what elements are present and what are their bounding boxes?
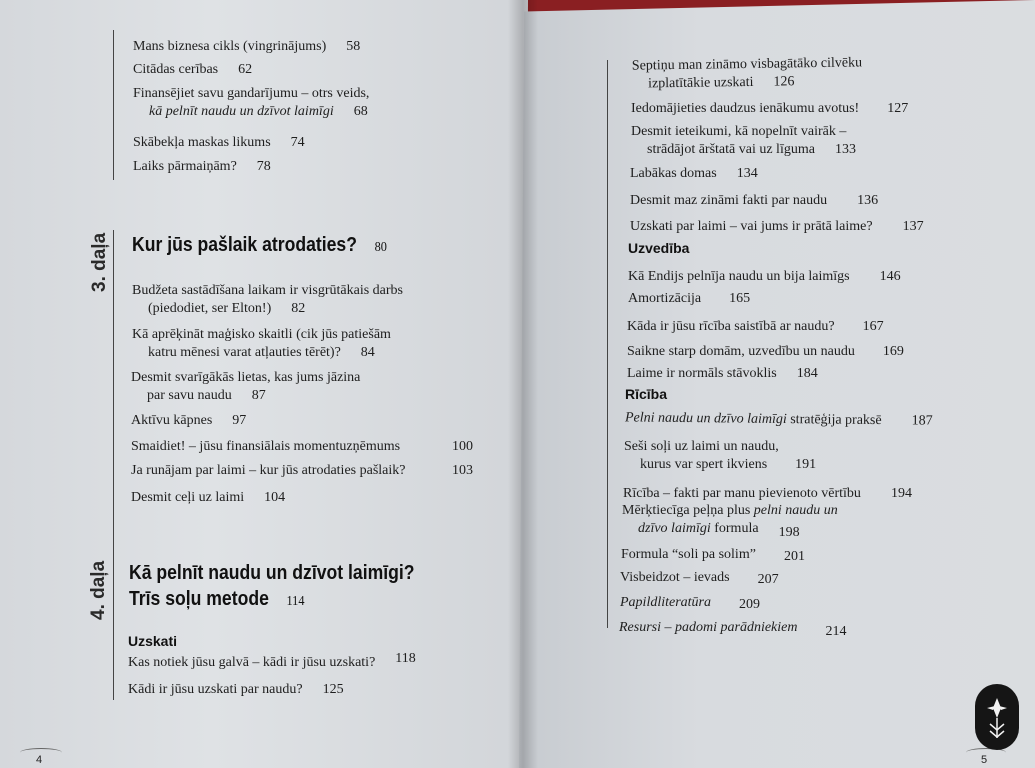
page-number: 136 bbox=[857, 193, 879, 208]
toc-entry: Smaidiet! – jūsu finansiālais momentuzņēmums 100 bbox=[131, 439, 473, 454]
toc-entry: Amortizācija 165 bbox=[628, 291, 751, 306]
section-subheading: Uzskati bbox=[128, 633, 178, 649]
book-spine bbox=[508, 0, 538, 768]
toc-entry: Ja runājam par laimi – kur jūs atrodaties pašlaik? 103 bbox=[131, 463, 473, 478]
toc-entry: Kādi ir jūsu uzskati par naudu? 125 bbox=[128, 682, 344, 697]
page-number: 84 bbox=[360, 345, 375, 360]
toc-entry: Laime ir normāls stāvoklis 184 bbox=[627, 366, 818, 381]
toc-entry: Iedomājieties daudzus ienākumu avotus! 127 bbox=[631, 101, 909, 116]
toc-entry: Uzskati par laimi – vai jums ir prātā laime? 137 bbox=[630, 219, 924, 234]
watermark-logo bbox=[975, 684, 1019, 750]
toc-entry: Skābekļa maskas likums 74 bbox=[133, 135, 305, 150]
toc-entry: Desmit maz zināmi fakti par naudu 136 bbox=[630, 193, 879, 208]
toc-entry: Septiņu man zināmo visbagātāko cilvēku izplatītākie uzskati 126 bbox=[631, 55, 863, 92]
page-number: 198 bbox=[778, 525, 800, 540]
toc-entry: Visbeidzot – ievads 207 bbox=[620, 570, 779, 587]
toc-entry: Kā aprēķināt maģisko skaitli (cik jūs patiešām katru mēnesi varat atļauties tērēt)? 84 bbox=[132, 327, 391, 360]
page-number: 214 bbox=[825, 624, 847, 639]
page-number: 134 bbox=[736, 166, 758, 181]
toc-entry: Seši soļi uz laimi un naudu, kurus var spert ikviens 191 bbox=[624, 439, 817, 472]
toc-entry: Finansējiet savu gandarījumu – otrs veids, kā pelnīt naudu un dzīvot laimīgi 68 bbox=[133, 86, 370, 119]
toc-entry: Citādas cerības 62 bbox=[133, 62, 253, 77]
toc-entry: Papildliteratūra 209 bbox=[620, 595, 760, 612]
page-number: 187 bbox=[911, 413, 933, 429]
part-label: 3. daļa bbox=[89, 232, 110, 292]
page-number: 207 bbox=[757, 572, 779, 587]
left-rule-top bbox=[113, 30, 114, 180]
part-title: Kā pelnīt naudu un dzīvot laimīgi? Trīs soļu metode 114 bbox=[129, 562, 415, 610]
toc-entry: Labākas domas 134 bbox=[630, 166, 758, 181]
toc-entry: Saikne starp domām, uzvedību un naudu 169 bbox=[627, 344, 904, 359]
logo-emblem-icon bbox=[975, 684, 1019, 750]
part-label: 4. daļa bbox=[88, 560, 109, 620]
left-rule-bottom bbox=[113, 230, 114, 700]
toc-entry: Mērķtiecīga peļņa plus pelni naudu un dzīvo laimīgi formula 198 bbox=[622, 503, 838, 540]
page-number: 80 bbox=[374, 240, 387, 255]
page-number: 62 bbox=[238, 62, 253, 77]
page-number: 78 bbox=[256, 159, 271, 174]
toc-entry: Desmit ceļi uz laimi 104 bbox=[131, 490, 286, 505]
toc-entry: Pelni naudu un dzīvo laimīgi stratēģija praksē 187 bbox=[624, 410, 933, 429]
page-number: 103 bbox=[452, 463, 473, 478]
page-number: 169 bbox=[882, 344, 904, 359]
folio-number: 5 bbox=[981, 754, 988, 766]
page-number: 137 bbox=[902, 219, 924, 234]
page-number: 58 bbox=[346, 39, 361, 54]
page-number: 167 bbox=[862, 319, 884, 334]
page-number: 184 bbox=[796, 366, 818, 381]
page-number: 100 bbox=[452, 439, 473, 454]
section-subheading: Rīcība bbox=[625, 386, 668, 402]
page-number: 104 bbox=[264, 490, 286, 505]
page-number: 191 bbox=[795, 457, 817, 472]
toc-entry: Mans biznesa cikls (vingrinājums) 58 bbox=[133, 39, 361, 54]
page-number: 74 bbox=[290, 135, 305, 150]
page-number: 68 bbox=[353, 104, 368, 119]
page-number: 126 bbox=[773, 74, 795, 90]
toc-entry: Aktīvu kāpnes 97 bbox=[131, 413, 247, 428]
toc-entry: Kāda ir jūsu rīcība saistībā ar naudu? 167 bbox=[627, 319, 884, 334]
page-number: 97 bbox=[232, 413, 247, 428]
toc-entry: Rīcība – fakti par manu pievienoto vērtību 194 bbox=[623, 486, 912, 501]
page-number: 201 bbox=[783, 549, 805, 564]
toc-entry: Kā Endijs pelnīja naudu un bija laimīgs 146 bbox=[628, 269, 901, 284]
page-number: 87 bbox=[251, 388, 266, 403]
page-number: 209 bbox=[739, 597, 760, 612]
toc-entry: Desmit ieteikumi, kā nopelnīt vairāk – strādājot ārštatā vai uz līguma 133 bbox=[631, 124, 856, 157]
part-title: Kur jūs pašlaik atrodaties? 80 bbox=[132, 234, 387, 256]
page-number: 114 bbox=[286, 594, 305, 609]
toc-entry: Kas notiek jūsu galvā – kādi ir jūsu uzskati? 118 bbox=[128, 651, 416, 670]
page-number: 127 bbox=[887, 101, 909, 116]
right-rule bbox=[607, 60, 608, 628]
page-number: 133 bbox=[834, 142, 856, 157]
toc-entry: Resursi – padomi parādniekiem 214 bbox=[619, 620, 847, 639]
page-number: 146 bbox=[879, 269, 901, 284]
page-number: 118 bbox=[395, 651, 416, 666]
toc-entry: Formula “soli pa solim” 201 bbox=[621, 547, 805, 564]
page-number: 125 bbox=[322, 682, 344, 697]
toc-entry: Budžeta sastādīšana laikam ir visgrūtākais darbs (piedodiet, ser Elton!) 82 bbox=[132, 283, 403, 316]
section-subheading: Uzvedība bbox=[628, 240, 690, 256]
folio-number: 4 bbox=[36, 754, 43, 766]
page-number: 165 bbox=[729, 291, 751, 306]
page-number: 194 bbox=[890, 486, 912, 501]
page-number: 82 bbox=[291, 301, 306, 316]
toc-entry: Desmit svarīgākās lietas, kas jums jāzina par savu naudu 87 bbox=[131, 370, 361, 403]
toc-entry: Laiks pārmaiņām? 78 bbox=[133, 159, 271, 174]
